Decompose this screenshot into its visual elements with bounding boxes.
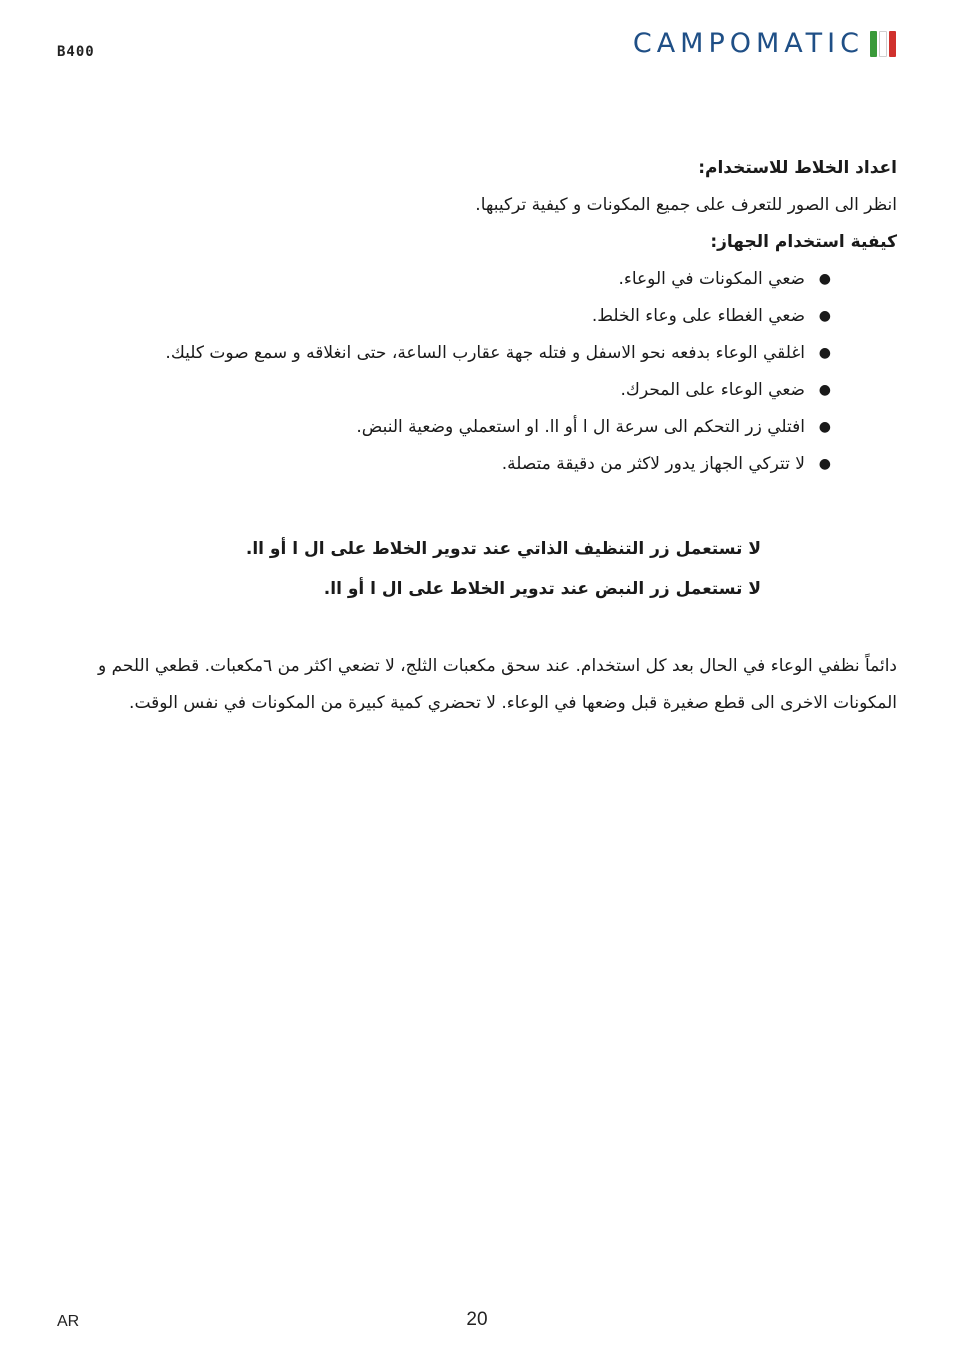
- warnings-block: [57, 529, 897, 609]
- list-item: [57, 298, 831, 335]
- step-text: افتلي زر التحكم الى سرعة ال ا أو اا. او استعملي وضعية النبض.: [356, 417, 805, 437]
- page-number: 20: [466, 1309, 488, 1330]
- warning-pulse: لا تستعمل زر النبض عند تدوير الخلاط على ال ا أو اا.: [323, 579, 761, 599]
- document-body: [57, 150, 897, 739]
- step-text: اغلقي الوعاء بدفعه نحو الاسفل و فتله جهة عقارب الساعة، حتى انغلاقه و سمع صوت كليك.: [165, 343, 805, 363]
- list-item: [57, 261, 831, 298]
- step-text: لا تتركي الجهاز يدور لاكثر من دقيقة متصلة.: [501, 454, 805, 474]
- bullet-icon: ●: [818, 456, 831, 472]
- bullet-icon: ●: [818, 419, 831, 435]
- flag-stripe-red: [889, 31, 896, 57]
- setup-text: انظر الى الصور للتعرف على جميع المكونات و كيفية تركيبها.: [475, 195, 897, 215]
- step-text: ضعي الغطاء على وعاء الخلط.: [591, 306, 805, 326]
- bullet-icon: ●: [818, 345, 831, 361]
- flag-stripe-green: [870, 31, 877, 57]
- language-code: AR: [57, 1313, 80, 1330]
- care-note: دائماً نظفي الوعاء في الحال بعد كل استخدام. عند سحق مكعبات الثلج، لا تضعي اكثر من ٦مكعبات. قطعي اللحم و المكونات الاخرى الى قطع صغيرة قبل وضعها في الوعاء. لا تحضري كمية كبيرة من المكونات في نفس الوقت.: [98, 656, 897, 713]
- list-item: [57, 409, 831, 446]
- step-text: ضعي المكونات في الوعاء.: [618, 269, 805, 289]
- bullet-icon: ●: [818, 271, 831, 287]
- setup-heading: اعداد الخلاط للاستخدام:: [698, 158, 897, 178]
- list-item: [57, 335, 831, 372]
- brand-wordmark: CAMPOMATIC: [632, 28, 864, 59]
- model-code: B400: [57, 44, 95, 60]
- bullet-icon: ●: [818, 308, 831, 324]
- brand-logo: [633, 27, 896, 61]
- usage-heading: كيفية استخدام الجهاز:: [710, 232, 897, 252]
- list-item: [57, 372, 831, 409]
- italian-flag-icon: [870, 31, 896, 57]
- list-item: [57, 446, 831, 483]
- warning-self-clean: لا تستعمل زر التنظيف الذاتي عند تدوير الخلاط على ال ا أو اا.: [245, 539, 761, 559]
- bullet-icon: ●: [818, 382, 831, 398]
- step-text: ضعي الوعاء على المحرك.: [620, 380, 805, 400]
- usage-steps-list: [57, 261, 897, 483]
- flag-stripe-white: [879, 31, 887, 57]
